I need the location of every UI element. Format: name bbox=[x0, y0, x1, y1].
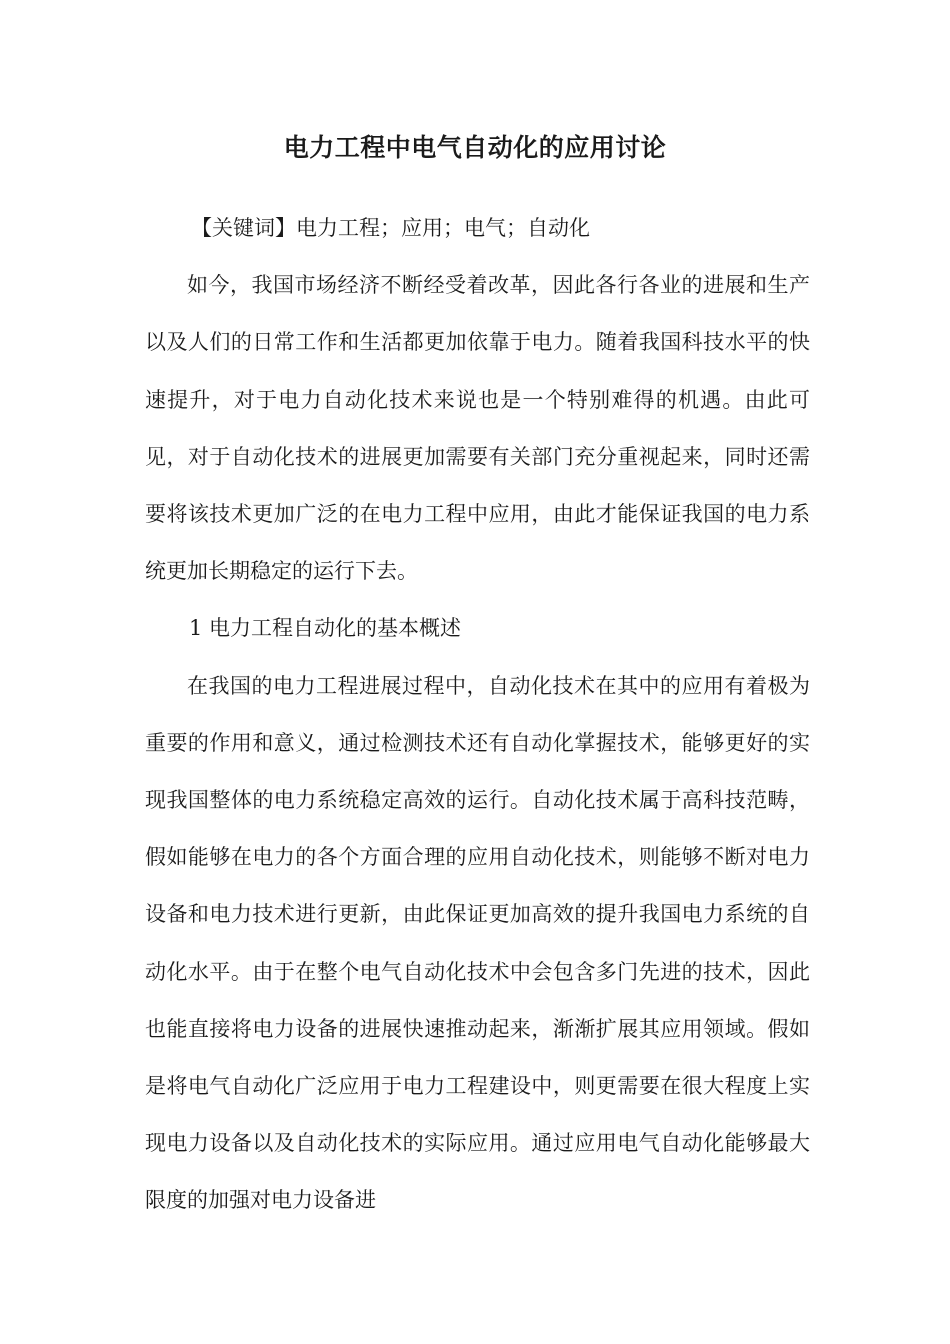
document-body bbox=[145, 200, 810, 1230]
paragraph-overview: 在我国的电力工程进展过程中，自动化技术在其中的应用有着极为重要的作用和意义，通过检测技术还有自动化掌握技术，能够更好的实现我国整体的电力系统稳定高效的运行。自动化技术属于高科技范畴，假如能够在电力的各个方面合理的应用自动化技术，则能够不断对电力设备和电力技术进行更新，由此保证更加高效的提升我国电力系统的自动化水平。由于在整个电气自动化技术中会包含多门先进的技术，因此也能直接将电力设备的进展快速推动起来，渐渐扩展其应用领域。假如是将电气自动化广泛应用于电力工程建设中，则更需要在很大程度上实现电力设备以及自动化技术的实际应用。通过应用电气自动化能够最大限度的加强对电力设备进 bbox=[145, 673, 810, 1213]
document-title: 电力工程中电气自动化的应用讨论 bbox=[283, 133, 667, 162]
paragraph-intro: 如今，我国市场经济不断经受着改革，因此各行各业的进展和生产以及人们的日常工作和生活都更加依靠于电力。随着我国科技水平的快速提升，对于电力自动化技术来说也是一个特别难得的机遇。由此可见，对于自动化技术的进展更加需要有关部门充分重视起来，同时还需要将该技术更加广泛的在电力工程中应用，由此才能保证我国的电力系统更加长期稳定的运行下去。 bbox=[145, 273, 810, 584]
section-heading: 1 电力工程自动化的基本概述 bbox=[189, 616, 462, 641]
keywords-line: 【关键词】电力工程；应用；电气；自动化 bbox=[191, 216, 590, 240]
